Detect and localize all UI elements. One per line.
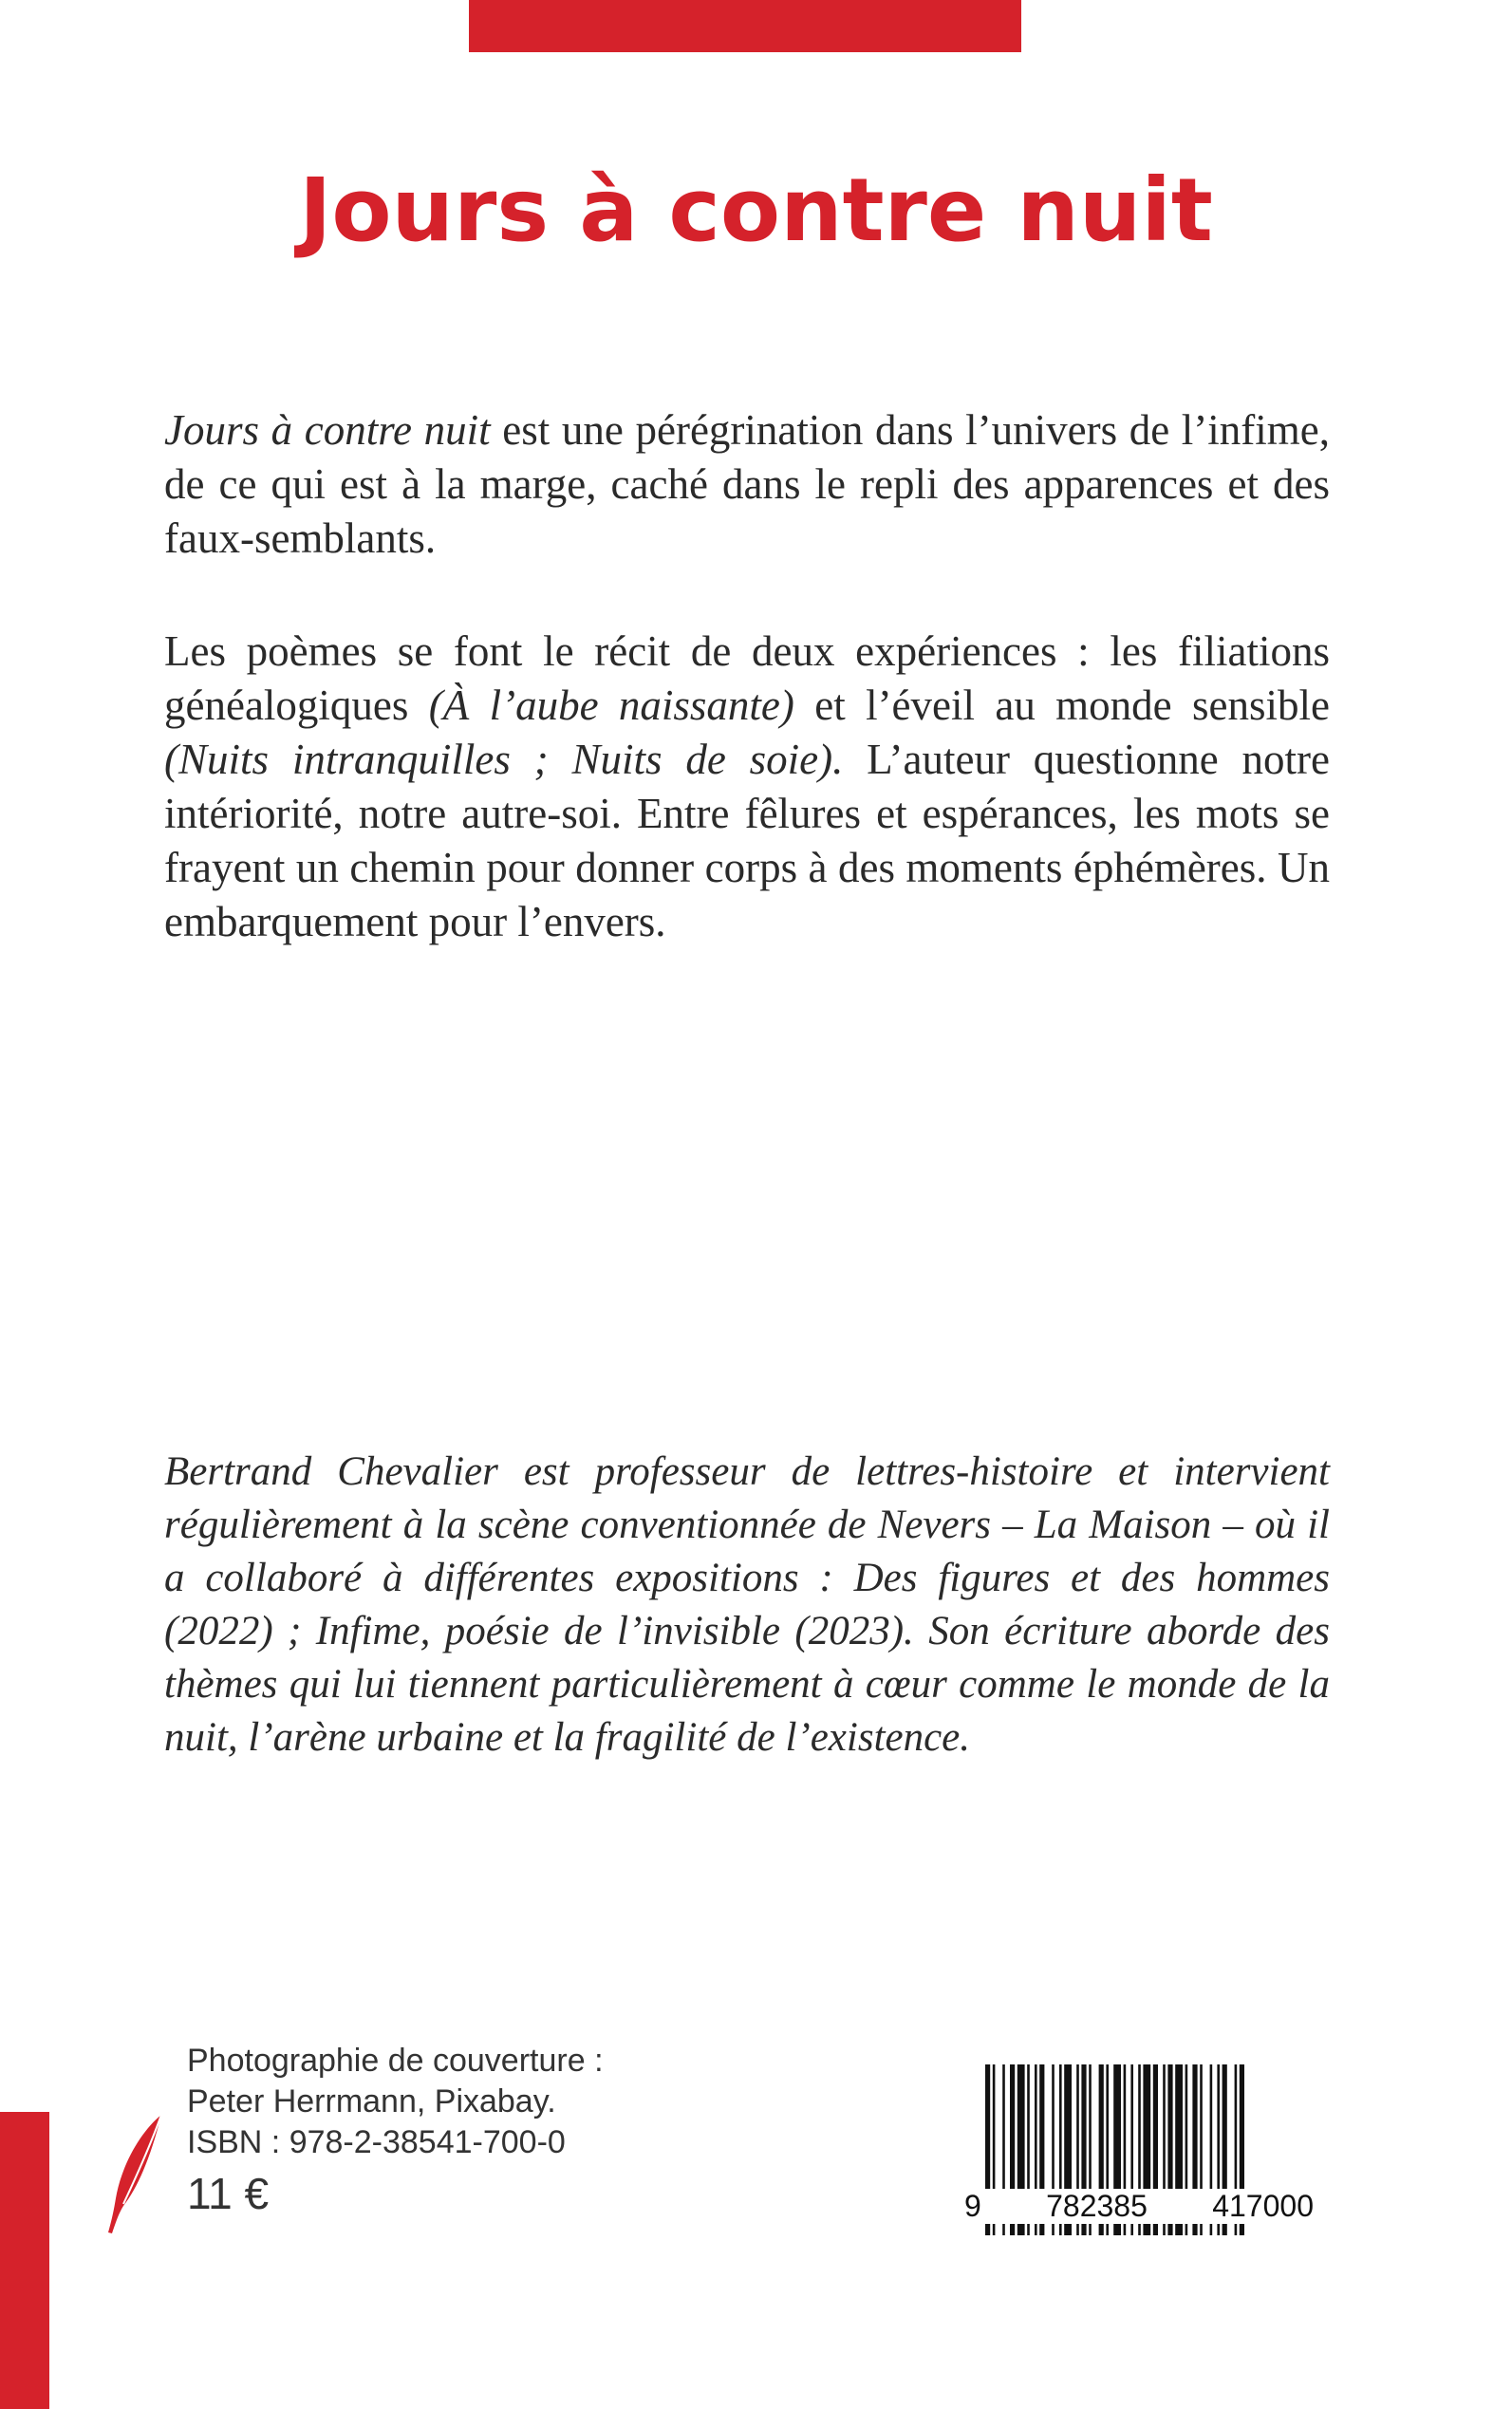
barcode-digits bbox=[959, 2189, 1319, 2224]
summary-italic-title: Jours à contre nuit bbox=[164, 406, 491, 454]
barcode-digit-lead: 9 bbox=[959, 2189, 987, 2224]
feather-logo-icon bbox=[103, 2113, 169, 2236]
credits-block bbox=[187, 2041, 604, 2220]
summary-italic-1: (À l’aube naissante) bbox=[428, 682, 794, 729]
book-title: Jours à contre nuit bbox=[299, 159, 1213, 261]
author-bio: Bertrand Chevalier est professeur de lettres-histoire et intervient régulièrement à la scène conventionnée de Nevers – La Maison – où il a collaboré à différentes expositions : Des figures et des hommes (2022) ; Infime, poésie de l’invisible (2023). Son écriture aborde des thèmes qui lui tiennent particulièrement à cœur comme le monde de la nuit, l’arène urbaine et la fragilité de l’existence. bbox=[164, 1449, 1330, 1760]
photo-credit-label: Photographie de couverture : bbox=[187, 2043, 604, 2079]
isbn: ISBN : 978-2-38541-700-0 bbox=[187, 2124, 566, 2160]
summary-paragraph-2 bbox=[164, 625, 1330, 949]
price: 11 € bbox=[187, 2169, 270, 2218]
summary-text-part-3: L’auteur questionne notre intériorité, notre autre-soi. Entre fêlures et espérances, les mots se frayent un chemin pour donner corps à des moments éphémères. Un embarquement pour l’envers. bbox=[164, 736, 1330, 945]
summary-text-part-2: et l’éveil au monde sensible bbox=[793, 682, 1330, 729]
summary-text: est une pérégrination dans l’univers de l’infime, de ce qui est à la marge, caché dans le repli des apparences et des faux-semblants. bbox=[164, 406, 1331, 562]
top-accent-bar bbox=[469, 0, 1021, 52]
summary-italic-2: (Nuits intranquilles ; Nuits de soie). bbox=[164, 736, 844, 783]
summary-text-part-1: Les poèmes se font le récit de deux expériences : les filiations généalogiques bbox=[164, 627, 1330, 729]
barcode-group-1: 782385 bbox=[1040, 2189, 1153, 2224]
left-accent-bar bbox=[0, 2112, 49, 2409]
barcode-group-2: 417000 bbox=[1206, 2189, 1319, 2224]
summary-paragraph-1 bbox=[164, 403, 1330, 566]
photo-credit: Peter Herrmann, Pixabay. bbox=[187, 2083, 556, 2120]
